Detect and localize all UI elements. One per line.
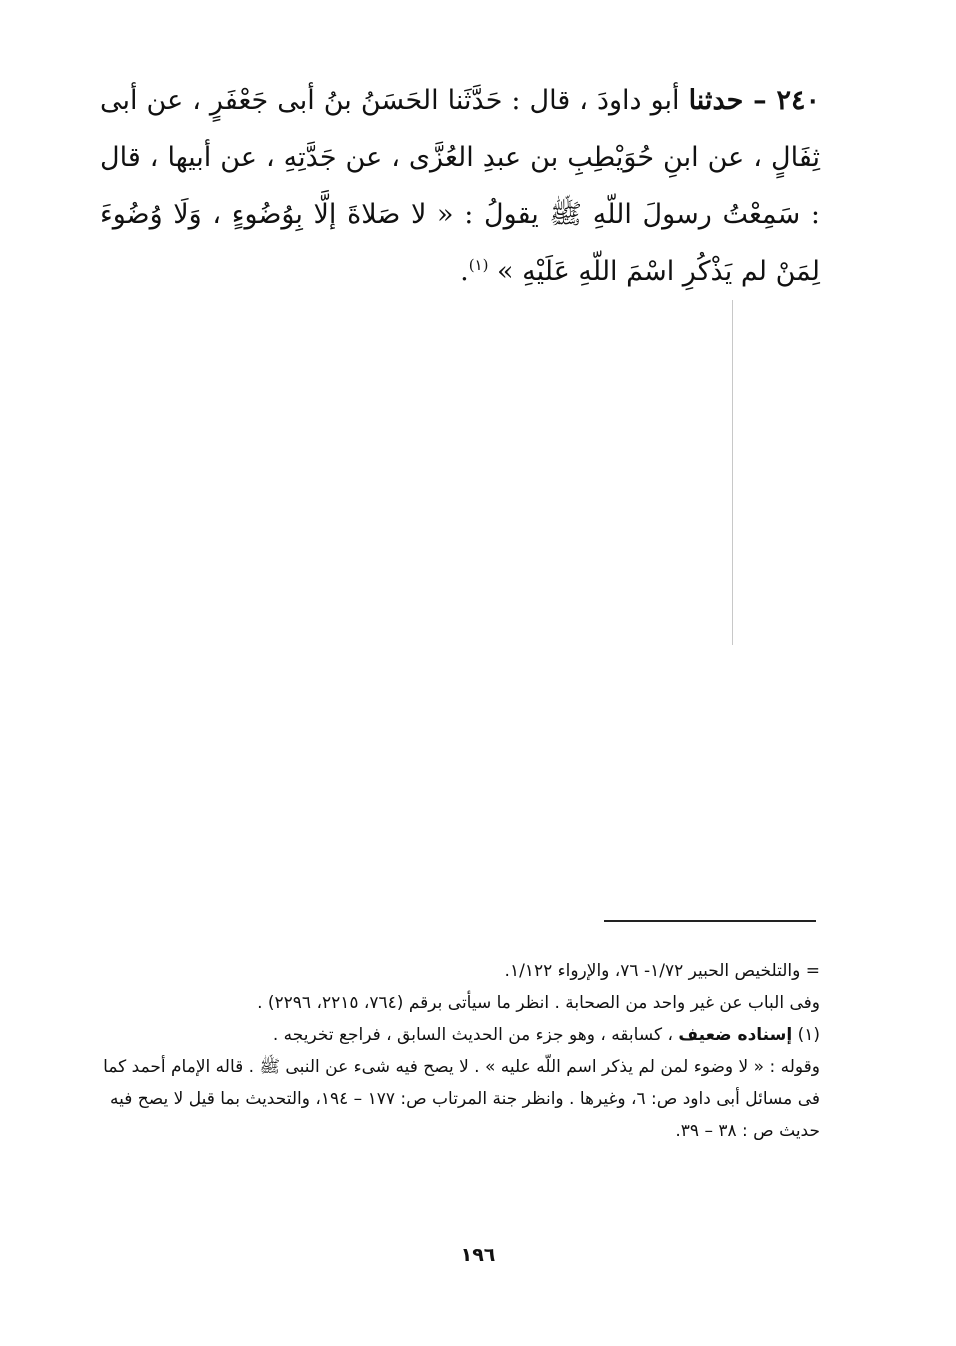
footnote-reference-line: وفى الباب عن غير واحد من الصحابة . انظر ما سيأتى برقم (٧٦٤، ٢٢١٥، ٢٢٩٦) .	[257, 993, 820, 1013]
footnote-1-commentary: وقوله : « لا وضوء لمن لم يذكر اسم اللّه عليه » . لا يصح فيه شىء عن النبى ﷺ . قاله الإمام أحمد كما فى مسائل أبى داود ص: ٦، وغيرها . وانظر جنة المرتاب ص: ١٧٧ – ١٩٤، والتحديث بما قيل لا يصح فيه حديث ص : ٣٨ – ٣٩.	[103, 1057, 820, 1141]
hadith-body: أبو داودَ ، قال : حَدَّثَنا الحَسَنُ بنُ أبى جَعْفَرٍ ، عن أبى ثِفَالٍ ، عن ابنِ حُوَيْطِبِ بن عبدِ العُزَّى ، عن جَدَّتِهِ ، عن أبيها ، قال : سَمِعْتُ رسولَ اللّهِ ﷺ يقولُ : « لا صَلاةَ إلَّا بِوُضُوءٍ ، وَلَا وُضُوءَ لِمَنْ لم يَذْكُرِ اسْمَ اللّهِ عَلَيْهِ »	[100, 85, 820, 287]
footnote-continuation: = والتلخيص الحبير ١/٧٢- ٧٦، والإرواء ١/١٢٢.	[504, 961, 820, 981]
footnotes-section	[100, 955, 820, 1147]
hadith-number-lead: ٢٤٠ – حدثنا	[688, 85, 820, 116]
page-number: ١٩٦	[460, 1244, 496, 1266]
footnote-1-text: ، كسابقه ، وهو جزء من الحديث السابق ، فراجع تخريجه .	[272, 1025, 679, 1045]
footnote-marker: (١)	[468, 256, 489, 274]
footnote-1-grading: إسناده ضعيف	[678, 1025, 793, 1045]
footnote-1-marker: (١)	[792, 1025, 820, 1045]
footnote-1	[100, 1019, 820, 1051]
hadith-end-dot: .	[460, 256, 469, 287]
footnote-separator	[604, 920, 816, 922]
scan-artifact-line	[732, 300, 733, 645]
hadith-text	[100, 72, 820, 300]
